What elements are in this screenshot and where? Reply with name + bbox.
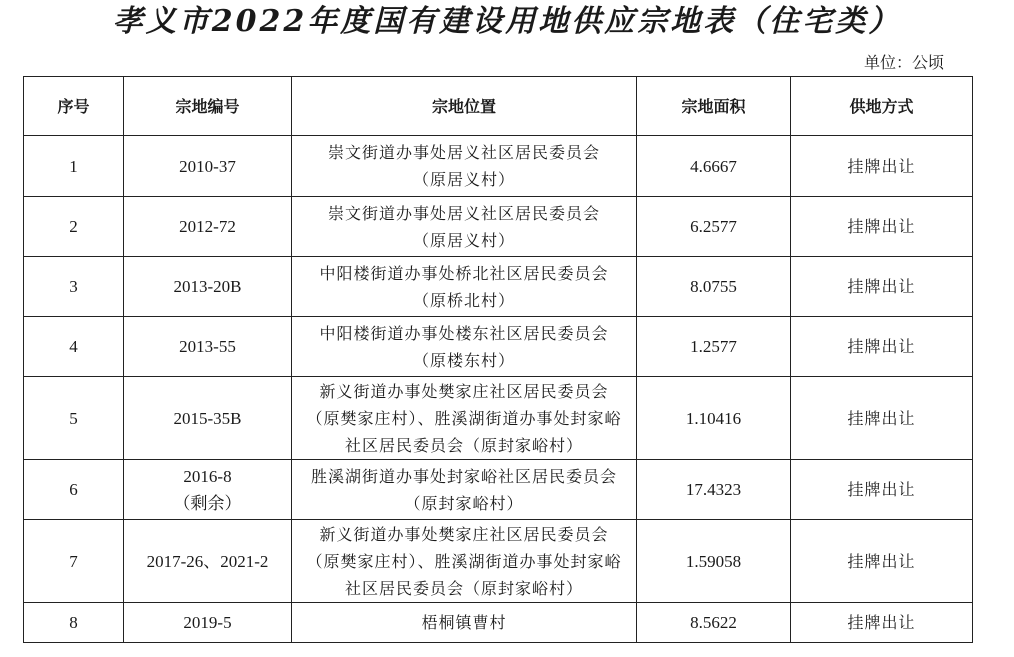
cell-method: 挂牌出让 [791, 136, 973, 197]
cell-no: 5 [24, 377, 124, 460]
table-row [24, 197, 973, 257]
cell-code: 2012-72 [124, 197, 292, 257]
cell-method: 挂牌出让 [791, 377, 973, 460]
cell-no: 6 [24, 460, 124, 520]
cell-method: 挂牌出让 [791, 520, 973, 603]
cell-area: 1.59058 [637, 520, 791, 603]
header-method: 供地方式 [791, 77, 973, 136]
cell-code: 2015-35B [124, 377, 292, 460]
table-row [24, 460, 973, 520]
cell-code: 2016-8 （剩余） [124, 460, 292, 520]
cell-area: 4.6667 [637, 136, 791, 197]
cell-no: 1 [24, 136, 124, 197]
cell-code: 2019-5 [124, 603, 292, 643]
cell-location: 中阳楼街道办事处楼东社区居民委员会 （原楼东村） [292, 317, 637, 377]
cell-no: 4 [24, 317, 124, 377]
header-code: 宗地编号 [124, 77, 292, 136]
table-row [24, 603, 973, 643]
table-row [24, 520, 973, 603]
cell-code: 2013-55 [124, 317, 292, 377]
cell-code: 2017-26、2021-2 [124, 520, 292, 603]
table-row [24, 136, 973, 197]
cell-method: 挂牌出让 [791, 197, 973, 257]
table-header-row [24, 77, 973, 136]
cell-location: 新义街道办事处樊家庄社区居民委员会 （原樊家庄村）、胜溪湖街道办事处封家峪 社区居民委员会（原封家峪村） [292, 377, 637, 460]
cell-area: 8.5622 [637, 603, 791, 643]
page-title: 孝义市2022年度国有建设用地供应宗地表（住宅类） [112, 4, 902, 39]
cell-area: 17.4323 [637, 460, 791, 520]
cell-location: 梧桐镇曹村 [292, 603, 637, 643]
land-supply-table [23, 76, 973, 643]
cell-method: 挂牌出让 [791, 317, 973, 377]
cell-code: 2010-37 [124, 136, 292, 197]
cell-location: 胜溪湖街道办事处封家峪社区居民委员会 （原封家峪村） [292, 460, 637, 520]
header-area: 宗地面积 [637, 77, 791, 136]
header-location: 宗地位置 [292, 77, 637, 136]
header-no: 序号 [24, 77, 124, 136]
cell-code: 2013-20B [124, 257, 292, 317]
cell-location: 中阳楼街道办事处桥北社区居民委员会 （原桥北村） [292, 257, 637, 317]
cell-location: 新义街道办事处樊家庄社区居民委员会 （原樊家庄村）、胜溪湖街道办事处封家峪 社区居民委员会（原封家峪村） [292, 520, 637, 603]
cell-no: 7 [24, 520, 124, 603]
cell-area: 1.10416 [637, 377, 791, 460]
cell-no: 8 [24, 603, 124, 643]
cell-area: 1.2577 [637, 317, 791, 377]
cell-location: 崇文街道办事处居义社区居民委员会 （原居义村） [292, 197, 637, 257]
cell-method: 挂牌出让 [791, 257, 973, 317]
table-row [24, 377, 973, 460]
table-row [24, 317, 973, 377]
cell-area: 6.2577 [637, 197, 791, 257]
cell-no: 3 [24, 257, 124, 317]
cell-location: 崇文街道办事处居义社区居民委员会 （原居义村） [292, 136, 637, 197]
cell-area: 8.0755 [637, 257, 791, 317]
cell-method: 挂牌出让 [791, 603, 973, 643]
cell-method: 挂牌出让 [791, 460, 973, 520]
cell-no: 2 [24, 197, 124, 257]
table-row [24, 257, 973, 317]
unit-label: 单位：公顷 [863, 53, 944, 72]
